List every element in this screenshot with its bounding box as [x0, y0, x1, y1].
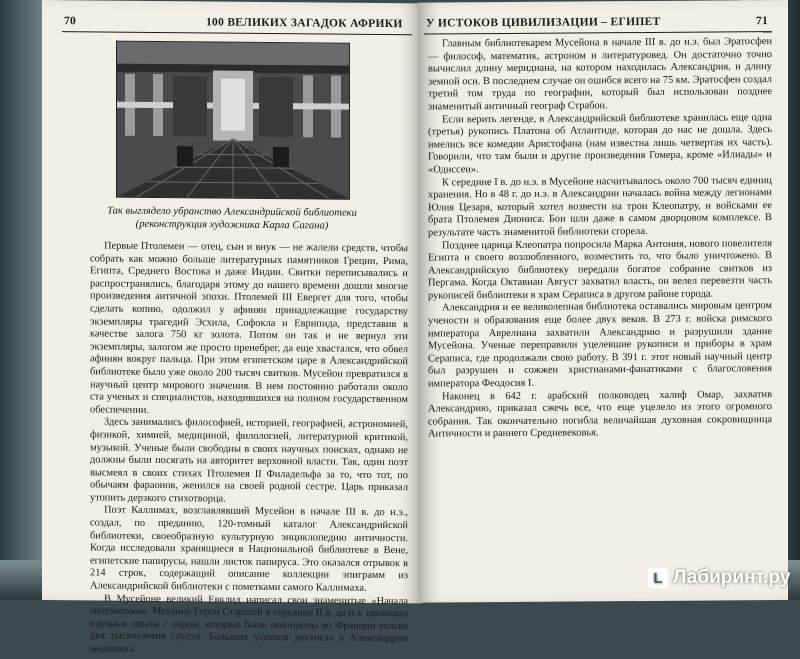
- caption-line-1: Так выглядело убранство Александрийской библиотеки: [107, 205, 357, 219]
- paragraph: Главным библиотекарем Мусейона в начале III в. до н.э. был Эратосфен — философ, математик, астроном и литературовед. Он достаточно точно вычислил длину меридиана, на котором находилась Александрия, и длину земной оси. В последнем случае он ошибся всего на 75 км. Эратосфен создал третий том труда по географии, который был использован позднее знаменитый античный географ Страбон.: [428, 36, 772, 113]
- right-body-text: [428, 36, 772, 441]
- right-page: [418, 0, 791, 603]
- paragraph: Александрия и ее великолепная библиотека оставались мировым центром учености и образования еще более двух веков. В 273 г. войска римского императора Аврелиана захватили Александрию и разрушили здание Мусейона. Ученые переправили уцелевшие рукописи и приборы в храм Сераписа, где продолжали свою работу. В 391 г. этот новый научный центр был разрушен и сожжен христианами-фанатиками с благословения императора Феодосия I.: [428, 300, 772, 390]
- paragraph: Наконец в 642 г. арабский полководец халиф Омар, захватив Александрию, приказал сжечь все, что еще уцелело из этого огромного собрания. Так окончательно погибла величайшая духовная сокровищница Античности и раннего Средневековья.: [428, 388, 772, 440]
- left-page: [42, 0, 422, 655]
- left-page-number: 70: [64, 15, 77, 28]
- figure-caption: [104, 205, 360, 233]
- library-illustration: [117, 42, 349, 199]
- paragraph: Поэт Каллимах, возглавлявший Мусейон в начале III в. до н.э., создал, по преданию, 120-томный каталог Александрийской библиотеки, своеобразную культурную энциклопедию античности. Когда исследовали хранящиеся в Национальной библиотеке в Вене, египетские папирусы, нашли листок папируса. Это оказался отрывок в 214 строк, содержащий описание коллекции эпиграмм из Александрийской библиотеки с пометками самого Каллимаха.: [90, 505, 408, 594]
- left-running-title: 100 ВЕЛИКИХ ЗАГАДОК АФРИКИ: [206, 16, 403, 31]
- paragraph: Здесь занимались философией, историей, географией, астрономией, физикой, химией, медициной, филологией, литературной критикой, музыкой. Ученые были свободны в своих научных поисках, однако не должны были посягать на авторитет верховной власти. Так, один поэт высмеял в своих стихах Птолемея II Филадельфа за то, что тот, по обычаям фараонов, женился на своей родной сестре. Царь приказал утопить дерзкого стихотворца.: [90, 416, 408, 505]
- paragraph: Первые Птолемеи — отец, сын и внук — не жалели средств, чтобы собрать как можно больше литературных памятников Греции, Рима, Египта, Среднего Востока и даже Индии. Свитки переписывались и распространялись, благодаря этому до нашего времени дошли многие произведения античной эпохи. Птолемей III Евергет для того, чтобы сделать копию, одолжил у афинян принадлежащие государству экземпляры трагедий Эсхила, Софокла и Еврипида, представив в качестве залога 750 кг золота. Потом он так и не вернул эти экземпляры, залогом же просто пренебрег, да еще хвастался, что обвел афинян вокруг пальца. При этом египетском царе в Александрийской библиотеке было уже около 200 тысяч свитков. Мусейон превратился в научный центр мирового значения. В нем постоянно работали около ста ученых и специалистов, находившихся на полном государственном обеспечении.: [90, 240, 408, 416]
- paragraph: К середине I в. до н.э. в Мусейоне насчитывалось около 700 тысяч единиц хранения. Но в 48 г. до н.э. в Александрии началась война между легионами Юлия Цезаря, который хотел возвести на трон Клеопатру, и войсками ее брата Птолемея Диониса. Бои шли даже в самом дворцовом комплексе. В результате часть знаменитой библиотеки сгорела.: [428, 174, 772, 239]
- labirint-logo-icon: [648, 568, 668, 588]
- caption-line-2: (реконструкция художника Карла Сагана): [135, 218, 329, 232]
- left-body-text: [90, 240, 408, 658]
- library-reconstruction-photo: [116, 41, 350, 200]
- watermark-text: Лабиринт.ру: [673, 567, 791, 588]
- paragraph: Если верить легенде, в Александрийской библиотеке хранилась еще одна (третья) рукопись Платона об Атлантиде, которая до нас не дошла. Здесь имелись все комедии Аристофана (нам известна лишь четвертая их часть). Говорили, что там были и другие произведения Гомера, кроме «Илиады» и «Одиссеи».: [428, 111, 772, 176]
- watermark-mark: L: [653, 569, 663, 587]
- paragraph: Позднее царица Клеопатра попросила Марка Антония, нового повелителя Египта и своего возлюбленного, возместить то, что было уничтожено. В Александрийскую библиотеку передали богатое собрание свитков из Пергама. Когда Октавиан Август захватил власть, он велел перевезти часть рукописей библиотеки в храм Сераписа в другом районе города.: [428, 237, 772, 302]
- paragraph: В Мусейоне великий Евклид написал свои знаменитые «Начала математики». Механик Герон Старший в середине II в. до н.э. проводил научные опыты с паром, которые были повторены во Франции только два тысячелетия спустя. Больших успехов достигла в Александрии медицина.: [90, 593, 408, 655]
- labirint-watermark: [648, 567, 790, 589]
- right-running-title: У ИСТОКОВ ЦИВИЛИЗАЦИИ – ЕГИПЕТ: [426, 15, 661, 30]
- right-page-number: 71: [756, 15, 769, 28]
